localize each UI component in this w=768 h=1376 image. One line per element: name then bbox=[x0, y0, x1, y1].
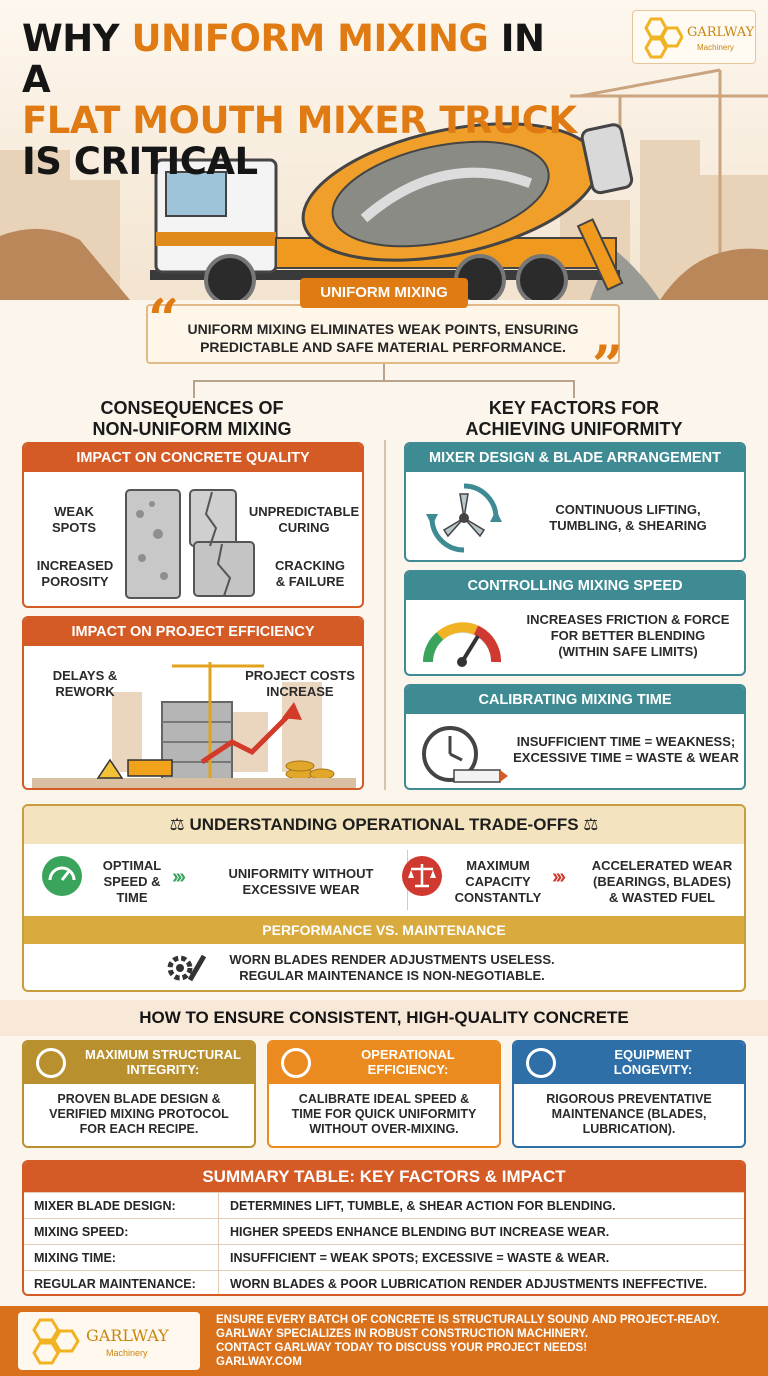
operational-title-l2: EFFICIENCY: bbox=[367, 1062, 449, 1077]
check-circle-icon bbox=[36, 1048, 66, 1078]
equipment-longevity-header bbox=[514, 1042, 744, 1084]
maintenance-l1: WORN BLADES RENDER ADJUSTMENTS USELESS. bbox=[229, 952, 555, 967]
structural-l2: VERIFIED MIXING PROTOCOL bbox=[49, 1107, 229, 1121]
mixing-time-title: CALIBRATING MIXING TIME bbox=[406, 686, 744, 714]
project-efficiency-card bbox=[22, 616, 364, 790]
key-factors-heading bbox=[404, 398, 744, 440]
open-quote-icon: “ bbox=[148, 287, 180, 351]
weak-spots-label bbox=[42, 504, 106, 536]
uniform-mixing-quote bbox=[146, 304, 620, 364]
footer-logo-sub: Machinery bbox=[106, 1348, 148, 1358]
mixer-design-card bbox=[404, 442, 746, 562]
clock-timer-icon bbox=[418, 720, 508, 786]
garlway-logo-footer bbox=[18, 1312, 200, 1370]
logo-sub-text: Machinery bbox=[697, 43, 734, 52]
table-row bbox=[24, 1192, 744, 1218]
delays-rework-label bbox=[40, 668, 130, 700]
uniformity-l1: UNIFORMITY WITHOUT bbox=[228, 866, 374, 881]
quote-line-2: PREDICTABLE AND SAFE MATERIAL PERFORMANCE. bbox=[200, 339, 566, 355]
table-value: WORN BLADES & POOR LUBRICATION RENDER ADJUSTMENTS INEFFECTIVE. bbox=[230, 1277, 708, 1291]
rotating-blade-icon bbox=[426, 480, 502, 556]
speedometer-icon bbox=[420, 608, 504, 670]
red-arrows-icon: ››› bbox=[552, 866, 563, 888]
trade-offs-title: UNDERSTANDING OPERATIONAL TRADE-OFFS bbox=[189, 815, 579, 834]
summary-table bbox=[22, 1160, 746, 1296]
mixer-design-l2: TUMBLING, & SHEARING bbox=[549, 518, 707, 533]
operational-l2: TIME FOR QUICK UNIFORMITY bbox=[291, 1107, 477, 1121]
table-key: MIXER BLADE DESIGN: bbox=[34, 1199, 176, 1213]
hexagon-logo-icon bbox=[639, 17, 683, 59]
delays-l1: DELAYS & bbox=[52, 668, 118, 683]
longevity-l2: MAINTENANCE (BLADES, bbox=[551, 1107, 707, 1121]
title-part-3: IS CRITICAL bbox=[22, 140, 258, 183]
longevity-l1: RIGOROUS PREVENTATIVE bbox=[546, 1092, 712, 1106]
operational-title-l1: OPERATIONAL bbox=[361, 1047, 455, 1062]
cracking-l2: & FAILURE bbox=[275, 574, 345, 589]
operational-l1: CALIBRATE IDEAL SPEED & bbox=[298, 1092, 470, 1106]
table-row bbox=[24, 1244, 744, 1270]
structural-title-l2: INTEGRITY: bbox=[126, 1062, 200, 1077]
logo-brand-text: GARLWAY bbox=[687, 25, 755, 40]
mixer-design-title: MIXER DESIGN & BLADE ARRANGEMENT bbox=[406, 444, 744, 472]
accelerated-wear-label bbox=[582, 858, 742, 906]
mixing-speed-title: CONTROLLING MIXING SPEED bbox=[406, 572, 744, 600]
check-circle-icon bbox=[526, 1048, 556, 1078]
page-title bbox=[22, 18, 582, 182]
optimal-l3: TIME bbox=[116, 890, 148, 905]
check-circle-icon bbox=[281, 1048, 311, 1078]
green-arrows-icon: ››› bbox=[172, 866, 183, 888]
concrete-quality-title: IMPACT ON CONCRETE QUALITY bbox=[24, 444, 362, 472]
mixing-time-card bbox=[404, 684, 746, 790]
trade-offs-panel bbox=[22, 804, 746, 992]
mixing-time-l1: INSUFFICIENT TIME = WEAKNESS; bbox=[516, 734, 736, 749]
wear-l1: ACCELERATED WEAR bbox=[591, 858, 733, 873]
hero-banner bbox=[0, 0, 768, 300]
concrete-quality-card bbox=[22, 442, 364, 608]
table-key: REGULAR MAINTENANCE: bbox=[34, 1277, 196, 1291]
capacity-l2: CAPACITY bbox=[465, 874, 531, 889]
table-value: DETERMINES LIFT, TUMBLE, & SHEAR ACTION FOR BLENDING. bbox=[230, 1199, 616, 1213]
operational-efficiency-desc bbox=[269, 1084, 499, 1137]
footer-logo-brand: GARLWAY bbox=[86, 1326, 169, 1345]
longevity-title-l1: EQUIPMENT bbox=[614, 1047, 692, 1062]
footer-line-1: ENSURE EVERY BATCH OF CONCRETE IS STRUCTURALLY SOUND AND PROJECT-READY. bbox=[216, 1314, 720, 1326]
footer-text bbox=[216, 1313, 756, 1369]
summary-table-title: SUMMARY TABLE: KEY FACTORS & IMPACT bbox=[24, 1162, 744, 1192]
weak-spots-l1: WEAK bbox=[54, 504, 94, 519]
quote-tag: UNIFORM MIXING bbox=[300, 278, 468, 308]
structural-integrity-tile bbox=[22, 1040, 256, 1148]
cracking-failure-label bbox=[264, 558, 356, 590]
structural-l3: FOR EACH RECIPE. bbox=[79, 1122, 199, 1136]
performance-vs-maintenance-bar: PERFORMANCE VS. MAINTENANCE bbox=[24, 916, 744, 944]
operational-l3: WITHOUT OVER-MIXING. bbox=[309, 1122, 459, 1136]
table-row bbox=[24, 1218, 744, 1244]
curing-l2: CURING bbox=[278, 520, 330, 535]
longevity-title-l2: LONGEVITY: bbox=[613, 1062, 693, 1077]
key-factors-heading-l2: ACHIEVING UNIFORMITY bbox=[465, 419, 683, 439]
weak-spots-l2: SPOTS bbox=[51, 520, 97, 535]
curing-l1: UNPREDICTABLE bbox=[248, 504, 360, 519]
title-highlight-1: UNIFORM MIXING bbox=[131, 17, 489, 60]
mixing-time-l2: EXCESSIVE TIME = WASTE & WEAR bbox=[513, 750, 739, 765]
footer-website-link[interactable]: GARLWAY.COM bbox=[216, 1356, 302, 1368]
porosity-l1: INCREASED bbox=[36, 558, 114, 573]
project-costs-label bbox=[238, 668, 362, 700]
delays-l2: REWORK bbox=[55, 684, 115, 699]
equipment-longevity-desc bbox=[514, 1084, 744, 1137]
porosity-l2: POROSITY bbox=[41, 574, 109, 589]
mixing-speed-l2: FOR BETTER BLENDING bbox=[550, 628, 706, 643]
column-divider bbox=[384, 440, 386, 790]
longevity-l3: LUBRICATION). bbox=[582, 1122, 676, 1136]
capacity-l3: CONSTANTLY bbox=[454, 890, 542, 905]
mixing-speed-l3: (WITHIN SAFE LIMITS) bbox=[558, 644, 698, 659]
section-connector-stem bbox=[383, 364, 385, 380]
scales-icon-right: ⚖ bbox=[583, 815, 599, 834]
capacity-l1: MAXIMUM bbox=[466, 858, 530, 873]
mixer-design-desc bbox=[516, 502, 740, 534]
mixing-speed-desc bbox=[514, 612, 742, 660]
close-quote-icon: ” bbox=[592, 333, 624, 397]
optimal-speed-label bbox=[84, 858, 180, 906]
optimal-l1: OPTIMAL bbox=[102, 858, 162, 873]
mixing-time-desc bbox=[508, 734, 744, 766]
hexagon-logo-icon bbox=[26, 1318, 80, 1366]
costs-l1: PROJECT COSTS bbox=[245, 668, 355, 683]
structural-integrity-header bbox=[24, 1042, 254, 1084]
cracked-concrete-blocks-icon bbox=[122, 484, 262, 604]
wear-l2: (BEARINGS, BLADES) bbox=[593, 874, 731, 889]
consequences-heading-l1: CONSEQUENCES OF bbox=[100, 398, 284, 418]
operational-efficiency-tile bbox=[267, 1040, 501, 1148]
cracking-l1: CRACKING bbox=[274, 558, 346, 573]
project-efficiency-title: IMPACT ON PROJECT EFFICIENCY bbox=[24, 618, 362, 646]
maintenance-desc bbox=[212, 952, 572, 984]
scales-icon-left: ⚖ bbox=[169, 815, 185, 834]
title-part-2: IN A bbox=[22, 17, 545, 101]
costs-l2: INCREASE bbox=[266, 684, 334, 699]
table-key: MIXING SPEED: bbox=[34, 1225, 129, 1239]
table-row bbox=[24, 1270, 744, 1296]
quote-line-1: UNIFORM MIXING ELIMINATES WEAK POINTS, ENSURING bbox=[187, 321, 579, 337]
footer bbox=[0, 1306, 768, 1376]
garlway-logo-top bbox=[632, 10, 756, 64]
trade-offs-header bbox=[24, 806, 744, 844]
equipment-longevity-tile bbox=[512, 1040, 746, 1148]
table-key: MIXING TIME: bbox=[34, 1251, 116, 1265]
structural-title-l1: MAXIMUM STRUCTURAL bbox=[85, 1047, 241, 1062]
footer-line-3: CONTACT GARLWAY TODAY TO DISCUSS YOUR PROJECT NEEDS! bbox=[216, 1342, 588, 1354]
mixer-design-l1: CONTINUOUS LIFTING, bbox=[555, 502, 701, 517]
footer-line-2: GARLWAY SPECIALIZES IN ROBUST CONSTRUCTION MACHINERY. bbox=[216, 1328, 589, 1340]
wrench-gear-icon bbox=[166, 950, 208, 986]
mixing-speed-card bbox=[404, 570, 746, 676]
structural-integrity-desc bbox=[24, 1084, 254, 1137]
speed-check-icon bbox=[40, 854, 84, 898]
consequences-heading bbox=[42, 398, 342, 440]
key-factors-heading-l1: KEY FACTORS FOR bbox=[488, 398, 660, 418]
title-highlight-2: FLAT MOUTH MIXER TRUCK bbox=[22, 99, 577, 142]
uniformity-l2: EXCESSIVE WEAR bbox=[242, 882, 360, 897]
wear-l3: & WASTED FUEL bbox=[608, 890, 716, 905]
optimal-l2: SPEED & bbox=[103, 874, 161, 889]
table-value: INSUFFICIENT = WEAK SPOTS; EXCESSIVE = WASTE & WEAR. bbox=[230, 1251, 610, 1265]
unpredictable-curing-label bbox=[246, 504, 362, 536]
operational-efficiency-header bbox=[269, 1042, 499, 1084]
porosity-label bbox=[30, 558, 120, 590]
scales-warning-icon bbox=[400, 854, 444, 898]
section-connector bbox=[193, 380, 575, 398]
table-value: HIGHER SPEEDS ENHANCE BLENDING BUT INCREASE WEAR. bbox=[230, 1225, 610, 1239]
max-capacity-label bbox=[448, 858, 548, 906]
uniformity-label bbox=[206, 866, 396, 898]
consequences-heading-l2: NON-UNIFORM MIXING bbox=[92, 419, 292, 439]
mixing-speed-l1: INCREASES FRICTION & FORCE bbox=[526, 612, 730, 627]
maintenance-l2: REGULAR MAINTENANCE IS NON-NEGOTIABLE. bbox=[239, 968, 545, 983]
ensure-quality-heading: HOW TO ENSURE CONSISTENT, HIGH-QUALITY CONCRETE bbox=[0, 1000, 768, 1036]
structural-l1: PROVEN BLADE DESIGN & bbox=[57, 1092, 221, 1106]
title-part-1: WHY bbox=[22, 17, 132, 60]
